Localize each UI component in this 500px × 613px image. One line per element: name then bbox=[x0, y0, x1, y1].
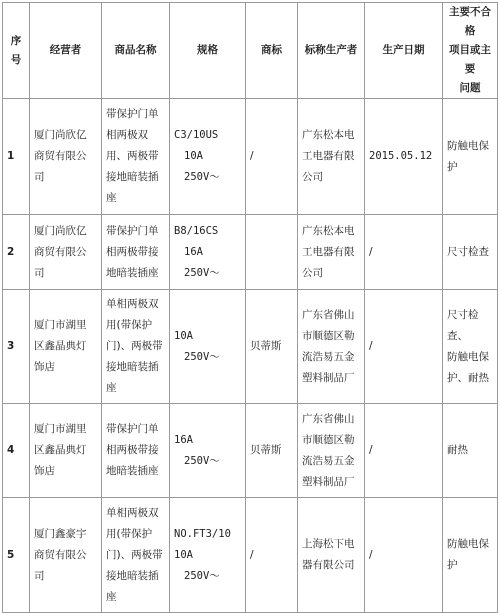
header-brand: 商标 bbox=[246, 3, 298, 99]
row-issues: 尺寸检查、 防触电保 护、耐热 bbox=[443, 290, 498, 404]
row-spec: B8/16CS 16A 250V～ bbox=[170, 215, 246, 290]
row-operator: 厦门尚欣亿 商贸有限公 司 bbox=[30, 215, 102, 290]
row-brand bbox=[246, 215, 298, 290]
table-row bbox=[3, 404, 498, 498]
row-product: 单相两极双 用(带保护 门)、两极带 接地暗装插 座 bbox=[102, 498, 170, 613]
row-spec: 16A 250V～ bbox=[170, 404, 246, 498]
row-manufacturer: 广东省佛山 市顺德区勒 流浩易五金 塑料制品厂 bbox=[298, 290, 365, 404]
header-operator: 经营者 bbox=[30, 3, 102, 99]
inspection-results-table bbox=[2, 2, 498, 613]
row-date: / bbox=[365, 215, 443, 290]
row-brand: 贝蒂斯 bbox=[246, 290, 298, 404]
row-issues: 耐热 bbox=[443, 404, 498, 498]
row-seq: 5 bbox=[3, 498, 30, 613]
row-date: 2015.05.12 bbox=[365, 99, 443, 215]
row-seq: 2 bbox=[3, 215, 30, 290]
row-brand: / bbox=[246, 99, 298, 215]
row-operator: 厦门尚欣亿 商贸有限公 司 bbox=[30, 99, 102, 215]
row-product: 带保护门单 相两极带接 地暗装插座 bbox=[102, 215, 170, 290]
header-product: 商品名称 bbox=[102, 3, 170, 99]
header-seq: 序 号 bbox=[3, 3, 30, 99]
row-brand: / bbox=[246, 498, 298, 613]
row-seq: 3 bbox=[3, 290, 30, 404]
header-manufacturer: 标称生产者 bbox=[298, 3, 365, 99]
row-product: 带保护门单 相两极双 用、两极带 接地暗装插 座 bbox=[102, 99, 170, 215]
table-row bbox=[3, 215, 498, 290]
table-row bbox=[3, 290, 498, 404]
row-manufacturer: 广东松本电 工电器有限 公司 bbox=[298, 99, 365, 215]
row-operator: 厦门市湖里 区鑫晶典灯 饰店 bbox=[30, 290, 102, 404]
table-row bbox=[3, 498, 498, 613]
row-operator: 厦门鑫豪宇 商贸有限公 司 bbox=[30, 498, 102, 613]
row-spec: C3/10US 10A 250V～ bbox=[170, 99, 246, 215]
row-spec: 10A 250V～ bbox=[170, 290, 246, 404]
header-issues: 主要不合格 项目或主要 问题 bbox=[443, 3, 498, 99]
row-product: 带保护门单 相两极带接 地暗装插座 bbox=[102, 404, 170, 498]
header-spec: 规格 bbox=[170, 3, 246, 99]
row-seq: 1 bbox=[3, 99, 30, 215]
row-issues: 防触电保护 bbox=[443, 99, 498, 215]
row-manufacturer: 广东松本电 工电器有限 公司 bbox=[298, 215, 365, 290]
header-row bbox=[3, 3, 498, 99]
table-row bbox=[3, 99, 498, 215]
row-date: / bbox=[365, 498, 443, 613]
row-brand: 贝蒂斯 bbox=[246, 404, 298, 498]
row-product: 单相两极双 用(带保护 门)、两极带 接地暗装插 座 bbox=[102, 290, 170, 404]
row-date: / bbox=[365, 404, 443, 498]
row-manufacturer: 广东省佛山 市顺德区勒 流浩易五金 塑料制品厂 bbox=[298, 404, 365, 498]
header-date: 生产日期 bbox=[365, 3, 443, 99]
row-date: / bbox=[365, 290, 443, 404]
row-operator: 厦门市湖里 区鑫晶典灯 饰店 bbox=[30, 404, 102, 498]
row-issues: 防触电保护 bbox=[443, 498, 498, 613]
row-issues: 尺寸检查 bbox=[443, 215, 498, 290]
row-spec: NO.FT3/10 10A 250V～ bbox=[170, 498, 246, 613]
row-manufacturer: 上海松下电 器有限公司 bbox=[298, 498, 365, 613]
row-seq: 4 bbox=[3, 404, 30, 498]
